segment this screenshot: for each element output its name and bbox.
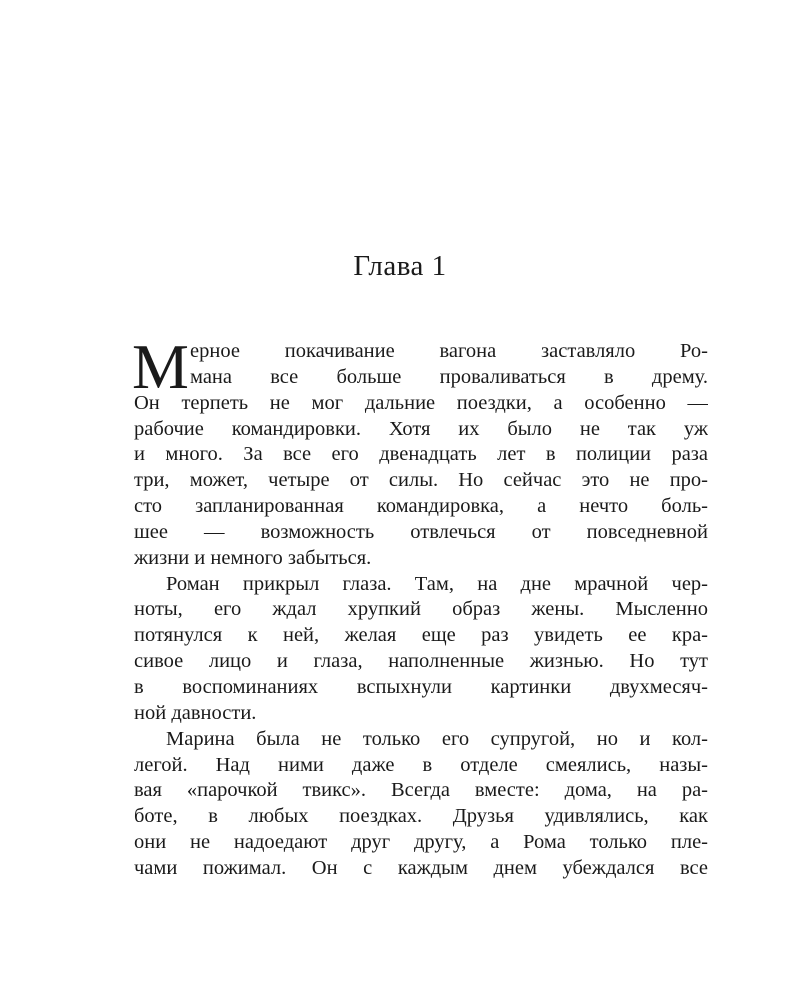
text-line: вая «парочкой твикс». Всегда вместе: дома, на ра- (134, 779, 708, 802)
text-line: потянулся к ней, желая еще раз увидеть ее кра- (134, 624, 708, 647)
text-line: жизни и немного забыться. (134, 546, 372, 569)
text-line: они не надоедают друг другу, а Рома только пле- (134, 831, 708, 854)
chapter-title: Глава 1 (353, 250, 447, 282)
text-line: Марина была не только его супругой, но и кол- (166, 727, 708, 750)
text-line: сто запланированная командировка, а нечто боль- (134, 495, 708, 518)
text-line: ной давности. (134, 701, 257, 724)
text-line: сивое лицо и глаза, наполненные жизнью. Но тут (134, 650, 708, 673)
text-line: боте, в любых поездках. Друзья удивлялись, как (134, 805, 708, 828)
text-line: чами пожимал. Он с каждым днем убеждался все (134, 856, 708, 879)
text-line: в воспоминаниях вспыхнули картинки двухмесяч- (134, 675, 708, 698)
text-line: шее — возможность отвлечься от повседневной (134, 520, 708, 543)
text-line: мана все больше проваливаться в дрему. (190, 365, 708, 388)
text-line: легой. Над ними даже в отделе смеялись, назы- (134, 753, 708, 776)
text-line: ерное покачивание вагона заставляло Ро- (190, 340, 708, 362)
text-line: Роман прикрыл глаза. Там, на дне мрачной чер- (166, 572, 708, 595)
text-line: Он терпеть не мог дальние поездки, а особенно — (134, 391, 708, 414)
text-line: рабочие командировки. Хотя их было не так уж (134, 417, 708, 440)
text-line: три, может, четыре от силы. Но сейчас это не про- (134, 469, 708, 492)
chapter-text (132, 331, 708, 882)
text-line: ноты, его ждал хрупкий образ жены. Мысленно (134, 598, 708, 621)
text-line: и много. За все его двенадцать лет в полиции раза (134, 443, 708, 466)
drop-cap: М (132, 331, 189, 402)
